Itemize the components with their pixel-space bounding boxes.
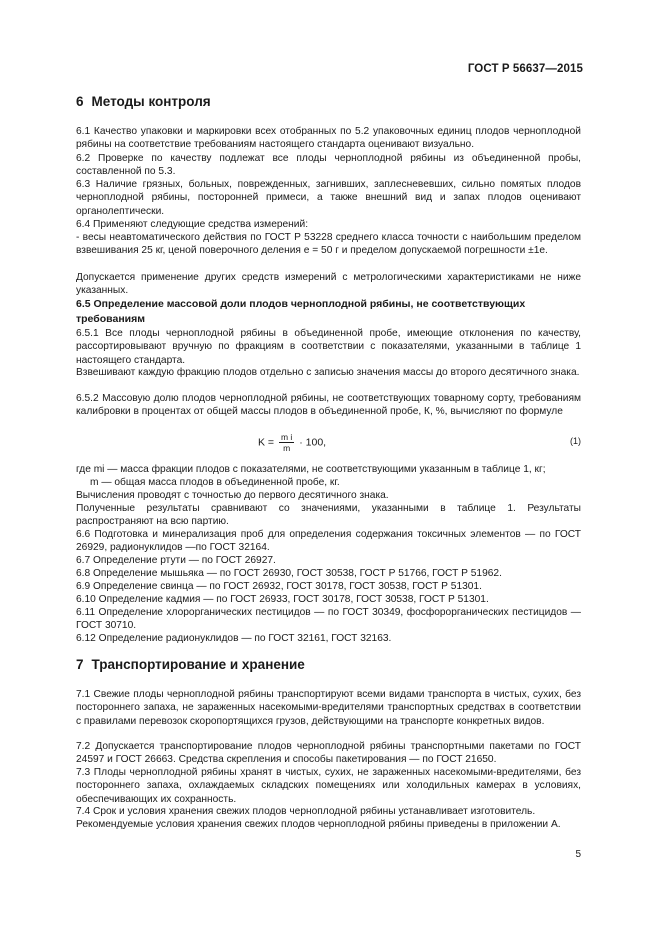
paragraph-6-1-text: 6.1 Качество упаковки и маркировки всех отобранных по 5.2 упаковочных единиц плодов черноплодной рябины на соответствие требованиям настоящего стандарта оценивают визуально. bbox=[76, 126, 581, 151]
section-6-number: 6 bbox=[76, 94, 84, 109]
paragraph-6-5-1: 6.5.1 Все плоды черноплодной рябины в объединенной пробе, имеющие отклонения по качеству, рассортировывают вручную по фракциям в соответствии с показателями, указанными в таблице 1 настоящего стандарта. bbox=[76, 328, 581, 366]
where-line-2: m — общая масса плодов в объединенной пробе, кг. bbox=[90, 477, 340, 488]
paragraph-6-5-1b: Взвешивают каждую фракцию плодов отдельно с записью значения массы до второго десятичного знака. bbox=[76, 367, 580, 378]
formula-rhs: · 100, bbox=[299, 436, 327, 449]
paragraph-6-7: 6.7 Определение ртути — по ГОСТ 26927. bbox=[76, 555, 276, 566]
page-number: 5 bbox=[575, 849, 581, 860]
formula-1 bbox=[258, 432, 326, 453]
formula-lhs: K = bbox=[258, 436, 275, 449]
paragraph-7-4b: Рекомендуемые условия хранения свежих плодов черноплодной рябины приведены в приложении А. bbox=[76, 819, 561, 830]
paragraph-6-9: 6.9 Определение свинца — по ГОСТ 26932, ГОСТ 30178, ГОСТ 30538, ГОСТ Р 51301. bbox=[76, 581, 482, 592]
section-7-number: 7 bbox=[76, 657, 84, 672]
paragraph-6-11: 6.11 Определение хлорорганических пестицидов — по ГОСТ 30349, фосфорорганических пестицидов — ГОСТ 30710. bbox=[76, 607, 581, 632]
where-line-1: где mi — масса фракции плодов с показателями, не соответствующими указанным в таблице 1, кг; bbox=[76, 464, 546, 475]
paragraph-6-10: 6.10 Определение кадмия — по ГОСТ 26933, ГОСТ 30178, ГОСТ 30538, ГОСТ Р 51301. bbox=[76, 594, 489, 605]
paragraph-7-1: 7.1 Свежие плоды черноплодной рябины транспортируют всеми видами транспорта в чистых, сухих, без постороннего запаха, не зараженных насекомыми-вредителями транспортных средствах в соответствии с правилами перевозок скоропортящихся грузов, действующими на транспорте конкретных видов. bbox=[76, 689, 581, 727]
formula-number: (1) bbox=[570, 436, 581, 446]
section-7-heading bbox=[76, 657, 305, 672]
formula-fraction bbox=[279, 432, 294, 453]
paragraph-7-4: 7.4 Срок и условия хранения свежих плодов черноплодной рябины устанавливает изготовитель. bbox=[76, 806, 536, 817]
calc-note: Вычисления проводят с точностью до первого десятичного знака. bbox=[76, 490, 389, 501]
paragraph-6-6: 6.6 Подготовка и минерализация проб для определения содержания токсичных элементов — по ГОСТ 26929, радионуклидов —по ГОСТ 32164. bbox=[76, 529, 581, 554]
document-id-header: ГОСТ Р 56637—2015 bbox=[467, 63, 583, 75]
paragraph-6-4-note: Допускается применение других средств измерений с метрологическими характеристиками не ниже указанных. bbox=[76, 272, 581, 297]
paragraph-7-2: 7.2 Допускается транспортирование плодов черноплодной рябины транспортными пакетами по ГОСТ 24597 и ГОСТ 26663. Средства скрепления и способы пакетирования — по ГОСТ 21650. bbox=[76, 741, 581, 766]
paragraph-6-1 bbox=[76, 125, 581, 152]
section-6-title: Методы контроля bbox=[91, 94, 211, 109]
section-7-title: Транспортирование и хранение bbox=[91, 657, 305, 672]
results-note: Полученные результаты сравнивают со значениями, указанными в таблице 1. Результаты распространяют на всю партию. bbox=[76, 503, 581, 528]
paragraph-6-12: 6.12 Определение радионуклидов — по ГОСТ 32161, ГОСТ 32163. bbox=[76, 633, 392, 644]
paragraph-6-8: 6.8 Определение мышьяка — по ГОСТ 26930, ГОСТ 30538, ГОСТ Р 51766, ГОСТ Р 51962. bbox=[76, 568, 502, 579]
formula-denominator: m bbox=[283, 443, 291, 453]
paragraph-6-4: 6.4 Применяют следующие средства измерений: bbox=[76, 219, 309, 230]
paragraph-6-3: 6.3 Наличие грязных, больных, поврежденных, загнивших, заплесневевших, сильно помятых плодов черноплодной рябины, посторонней примеси, а также внешний вид и запах плодов оценивают органолептически. bbox=[76, 179, 581, 217]
formula-numerator: m i bbox=[280, 432, 293, 442]
paragraph-6-5-2: 6.5.2 Массовую долю плодов черноплодной рябины, не соответствующих товарному сорту, требованиям калибровки в процентах от общей массы плодов в объединенной пробе, К, %, вычисляют по формуле bbox=[76, 393, 581, 418]
paragraph-6-2: 6.2 Проверке по качеству подлежат все плоды черноплодной рябины из объединенной пробы, составленной по 5.3. bbox=[76, 153, 581, 178]
subsection-6-5-heading: 6.5 Определение массовой доли плодов черноплодной рябины, не соответствующих требованиям bbox=[76, 298, 526, 325]
paragraph-7-3: 7.3 Плоды черноплодной рябины хранят в чистых, сухих, не зараженных насекомыми-вредителями, без постороннего запаха, охлаждаемых складских помещениях или холодильных камерах в условиях, обеспечивающих их сохранность. bbox=[76, 767, 581, 805]
paragraph-6-4-item: - весы неавтоматического действия по ГОСТ Р 53228 среднего класса точности с наибольшим пределом взвешивания 25 кг, ценой поверочного деления е = 50 г и пределом допускаемой погрешности ±1е. bbox=[76, 232, 581, 257]
section-6-heading bbox=[76, 94, 211, 109]
